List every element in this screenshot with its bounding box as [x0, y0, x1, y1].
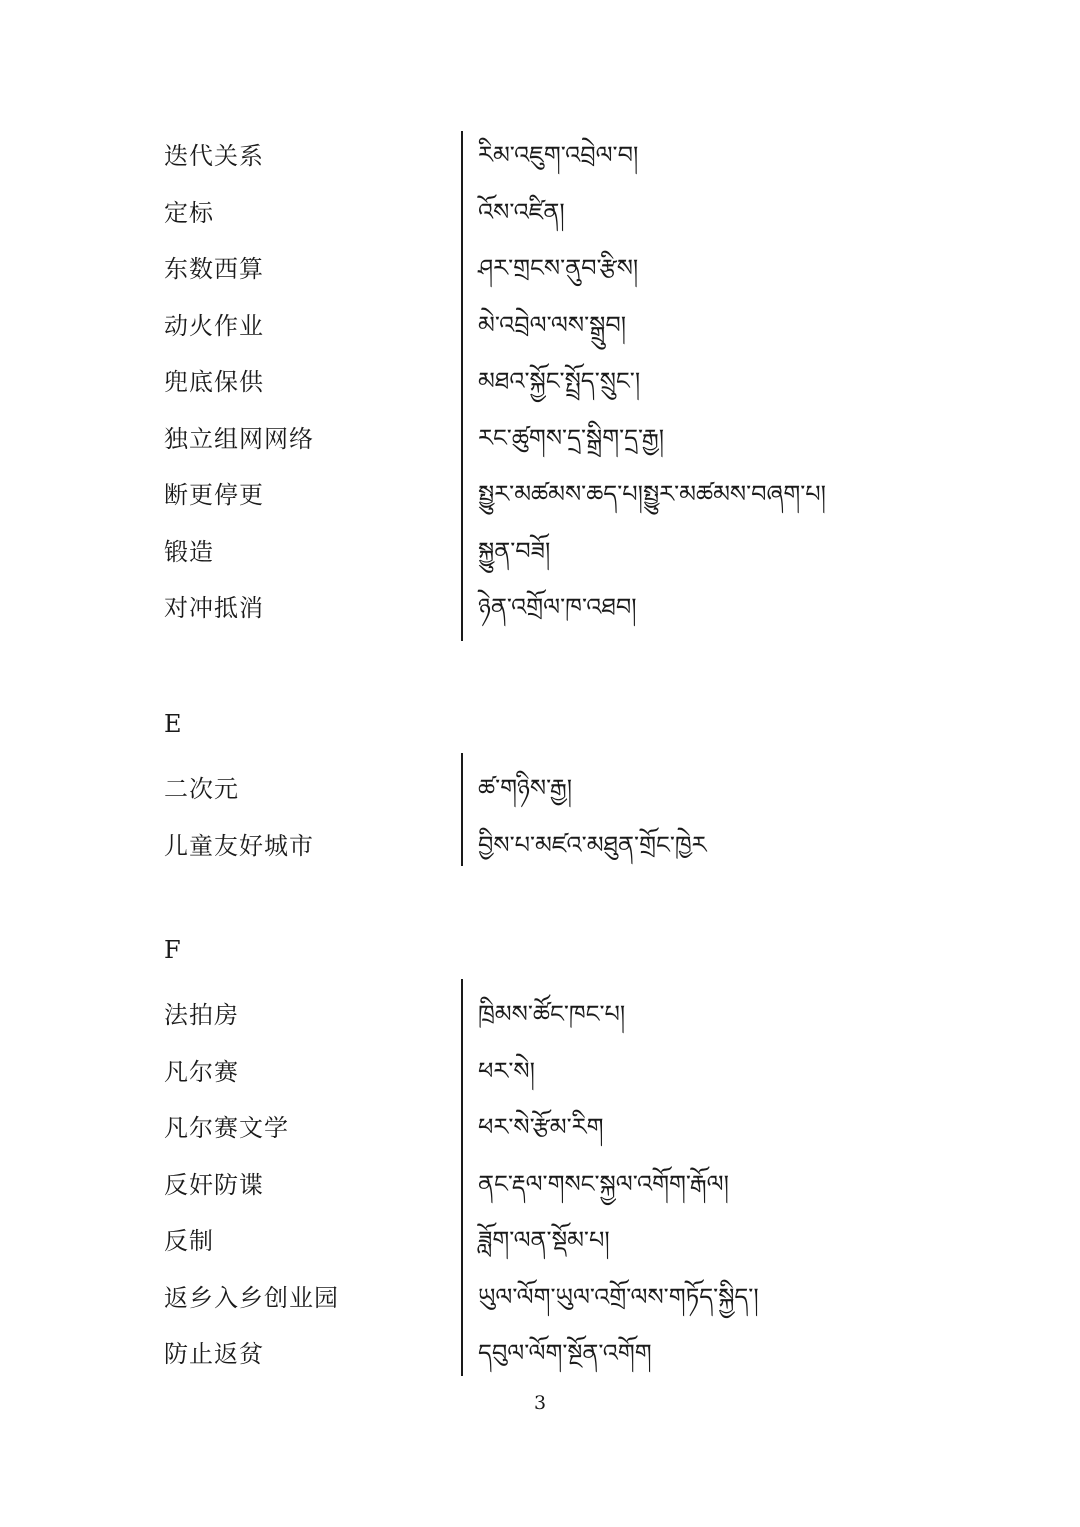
glossary-entry	[0, 131, 1080, 188]
chinese-term: 锻造	[164, 538, 214, 566]
glossary-entry	[0, 990, 1080, 1047]
chinese-term: 断更停更	[164, 481, 264, 509]
tibetan-term: ཁྲིམས་ཚོང་ཁང་པ།	[478, 1000, 626, 1028]
chinese-term: 迭代关系	[164, 142, 264, 170]
glossary-entry	[0, 821, 1080, 878]
section-heading: F	[164, 936, 181, 964]
glossary-entry	[0, 244, 1080, 301]
glossary-entry	[0, 527, 1080, 584]
tibetan-term: ཕར་སེ།	[478, 1057, 535, 1085]
tibetan-term: ཚ་གཉིས་རྒྱ།	[478, 774, 573, 802]
glossary-entry	[0, 764, 1080, 821]
tibetan-term: ཟློག་ལན་སྡོམ་པ།	[478, 1226, 610, 1254]
chinese-term: 返乡入乡创业园	[164, 1284, 339, 1312]
glossary-entry	[0, 414, 1080, 471]
chinese-term: 兜底保供	[164, 368, 264, 396]
tibetan-term: སྤྱུར་མཚམས་ཆད་པ།སྤྱུར་མཚམས་བཞག་པ།	[478, 480, 826, 508]
glossary-entry	[0, 301, 1080, 358]
chinese-term: 东数西算	[164, 255, 264, 283]
chinese-term: 反制	[164, 1227, 214, 1255]
tibetan-term: མེ་འབྲེལ་ལས་སྒྲུབ།	[478, 311, 627, 339]
glossary-entry	[0, 1160, 1080, 1217]
glossary-entry	[0, 470, 1080, 527]
tibetan-term: དབུལ་ལོག་སྔོན་འགོག	[478, 1339, 652, 1367]
tibetan-term: རིམ་འཇུག་འབྲེལ་བ།	[478, 141, 639, 169]
chinese-term: 凡尔赛	[164, 1058, 239, 1086]
glossary-entry	[0, 1273, 1080, 1330]
tibetan-term: ནང་རྡལ་གསང་སྐྱལ་འགོག་རྒོལ།	[478, 1170, 729, 1198]
tibetan-term: ཕར་སེ་རྩོམ་རིག	[478, 1113, 604, 1141]
glossary-entry	[0, 1216, 1080, 1273]
tibetan-term: མཐའ་སྐྱོང་སྤྲོད་སྲུང་།	[478, 367, 641, 395]
glossary-entry	[0, 1047, 1080, 1104]
chinese-term: 法拍房	[164, 1001, 239, 1029]
chinese-term: 凡尔赛文学	[164, 1114, 289, 1142]
tibetan-term: སྐྱུན་བཟོ།	[478, 537, 551, 565]
chinese-term: 动火作业	[164, 312, 264, 340]
glossary-entry	[0, 188, 1080, 245]
chinese-term: 独立组网网络	[164, 425, 314, 453]
chinese-term: 二次元	[164, 775, 239, 803]
tibetan-term: འོས་འཛིན།	[478, 198, 565, 226]
tibetan-term: ཤར་གྲངས་ནུབ་རྩིས།	[478, 254, 639, 282]
section-heading: E	[164, 710, 182, 738]
page-number: 3	[533, 1392, 547, 1414]
chinese-term: 对冲抵消	[164, 594, 264, 622]
glossary-entry	[0, 357, 1080, 414]
tibetan-term: ཡུལ་ལོག་ཡུལ་འགྲོ་ལས་གཏོད་སྐྱིད་།	[478, 1283, 759, 1311]
tibetan-term: བྱིས་པ་མཛའ་མཐུན་གྲོང་ཁྱེར	[478, 831, 707, 859]
tibetan-term: ཉེན་འགྲོལ་ཁ་འཐབ།	[478, 593, 637, 621]
glossary-entry	[0, 583, 1080, 640]
chinese-term: 定标	[164, 199, 214, 227]
glossary-entry	[0, 1329, 1080, 1386]
glossary-entry	[0, 1103, 1080, 1160]
chinese-term: 儿童友好城市	[164, 832, 314, 860]
chinese-term: 防止返贫	[164, 1340, 264, 1368]
chinese-term: 反奸防谍	[164, 1171, 264, 1199]
tibetan-term: རང་ཚུགས་དྲ་སྒྲིག་དྲ་རྒྱ།	[478, 424, 665, 452]
